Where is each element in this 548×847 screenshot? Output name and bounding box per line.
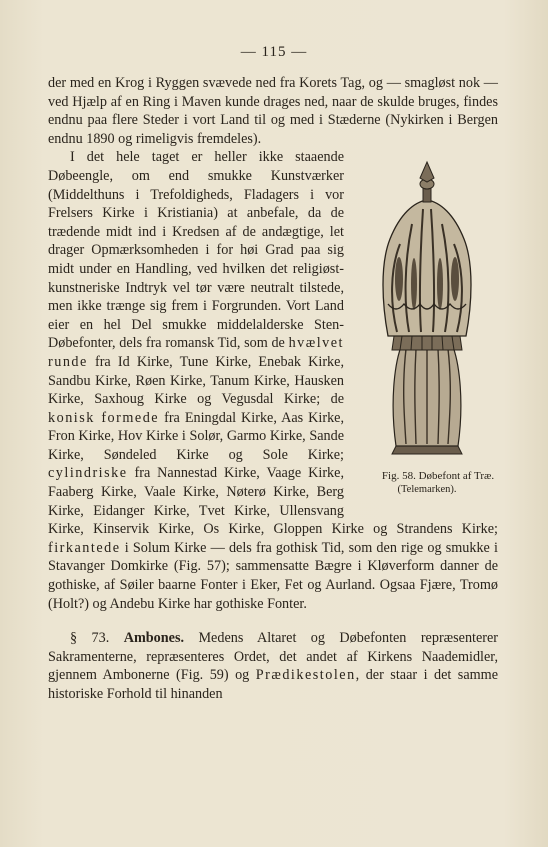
paragraph-1: der med en Krog i Ryggen svævede ned fra Korets Tag, og — smagløst nok — ved Hjælp af en Ring i Maven kunde drages ned, naar de skulde bruges, findes endnu paa flere Steder i vort Land til og med i Stæderne (Nykirken i Bergen endnu 1890 og rimeligvis fremdeles). bbox=[48, 75, 498, 147]
paragraph-2-text-d: fra Nannestad Kirke, Vaage Kirke, Faaberg Kirke, Vaale Kirke, Nøterø Kirke, Berg Kirke, Eidanger Kirke, Tvet Kirke, Ullensvang Kirke, Kinservik Kirke, Os Kirke, Gloppen Kirke og Strandens Kirke; bbox=[48, 465, 498, 538]
emphasis-konisk-formede: konisk formede bbox=[48, 409, 160, 426]
section-73 bbox=[48, 629, 498, 703]
emphasis-cylindriske: cylindriske bbox=[48, 465, 128, 482]
figure-58 bbox=[352, 154, 502, 510]
section-title: Ambones. bbox=[123, 630, 185, 647]
section-number: § 73. bbox=[70, 630, 110, 647]
paragraph-2 bbox=[48, 148, 498, 613]
emphasis-firkantede: firkantede bbox=[48, 539, 121, 556]
emphasis-praedikestolen: Prædikestolen bbox=[255, 667, 356, 684]
paragraph-2-text-b: fra Id Kirke, Tune Kirke, Enebak Kirke, Sandbu Kirke, Røen Kirke, Tanum Kirke, Hausken Kirke, Saxhoug Kirke og Vegusdal Kirke; de bbox=[48, 353, 344, 408]
emphasis-hvaelvet-runde: hvælvet runde bbox=[48, 335, 344, 370]
paragraph-2-text-c: fra Eningdal Kirke, Aas Kirke, Fron Kirke, Hov Kirke i Solør, Garmo Kirke, Sande Kirke, Søndeled Kirke og Sole Kirke; bbox=[48, 409, 345, 463]
paragraph-2-text-a: I det hele taget er heller ikke staaende Døbeengle, om end smukke Kunstværker (Middelthuns i Trefoldigheds, Fladagers i vor Frelsers Kirke i Kristiania) at anbefale, da de trædende midt ind i Kredsen af de andægtige, let drager Opmærksomheden i for høi Grad paa sig midt under en Handling, ved hvilken det religiøst-kunstneriske Indtryk vel tør være neutralt tilstede, men ikke trænge sig frem i Forgrunden. Vort Land eier en hel Del smukke middelalderske Sten-Døbefonter, dels fra romansk Tid, som de bbox=[48, 149, 344, 352]
figure-caption bbox=[352, 470, 502, 496]
body-text bbox=[48, 74, 498, 704]
page-number: — 115 — bbox=[240, 44, 308, 60]
section-73-text-a: Medens Altaret og Døbefonten repræsenterer Sakramenterne, repræsenteres Ordet, det andet af Kirkens Naademidler, gjennem Ambonerne (Fig. 59) og bbox=[48, 630, 499, 684]
section-73-text-b: , der staar i det samme historiske Forhold til hinanden bbox=[48, 667, 498, 702]
figure-caption-title: Fig. 58. Døbefont af Træ. bbox=[381, 470, 495, 483]
figure-caption-origin: (Telemarken). bbox=[397, 484, 457, 496]
baptismal-font-illustration bbox=[362, 154, 492, 466]
paragraph-2-text-e: i Solum Kirke — dels fra gothisk Tid, som den rige og smukke i Stavanger Domkirke (Fig. 57); sammensatte Bægre i Kløverform danner de gothiske, af Søiler baarne Fonter i Eker, Fet og Aurland. Ogsaa Fjære, Tromø (Holt?) og Andebu Kirke har gothiske Fonter. bbox=[48, 539, 498, 612]
